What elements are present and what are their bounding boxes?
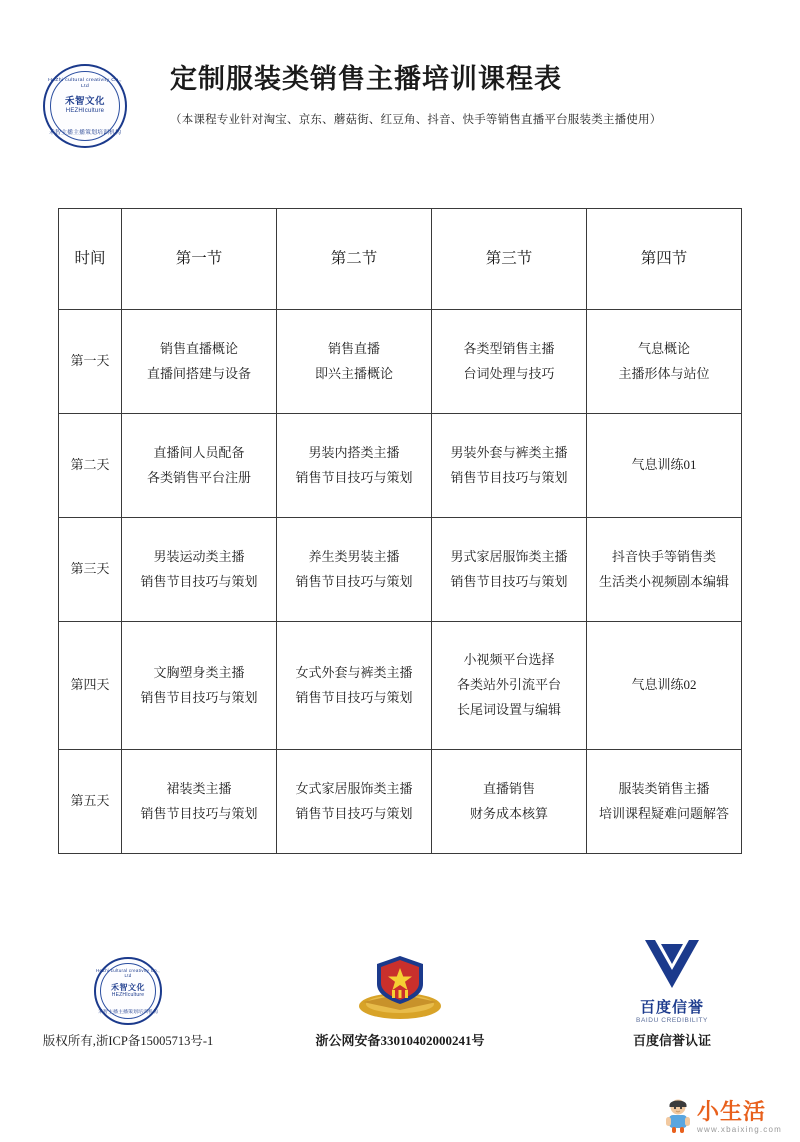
table-header-row: [59, 209, 742, 310]
cell-line: 财务成本核算: [469, 805, 548, 821]
baidu-credibility-icon: [617, 938, 727, 1024]
cell-line: 抖音快手等销售类: [611, 548, 716, 564]
cell-line: 女式家居服饰类主播: [295, 780, 413, 796]
police-emblem-icon: [357, 950, 443, 1024]
column-header-session-1: 第一节: [122, 209, 277, 310]
cell-line: 销售节目技巧与策划: [140, 573, 258, 589]
cell-line: 裙装类主播: [166, 780, 232, 796]
baidu-credibility-label: 百度信誉: [639, 999, 704, 1016]
table-row: [59, 518, 742, 622]
company-seal-icon: [43, 64, 127, 148]
table-row: [59, 414, 742, 518]
page-subtitle: （本课程专业针对淘宝、京东、蘑菇街、红豆角、抖音、快手等销售直播平台服装类主播使用）: [170, 114, 662, 127]
seal-arc-bottom-text: 禾智主播主播策划培训机构: [97, 1009, 158, 1015]
cell-line: 养生类男装主播: [308, 548, 400, 564]
table-cell: [587, 310, 742, 414]
cell-line: 销售节目技巧与策划: [450, 469, 568, 485]
table-cell: [432, 622, 587, 750]
watermark-text: [697, 1101, 782, 1134]
cell-line: 各类型销售主播: [463, 340, 555, 356]
page-title: 定制服装类销售主播培训课程表: [170, 64, 562, 94]
cell-line: 女式外套与裤类主播: [295, 664, 413, 680]
cell-line: 文胸塑身类主播: [153, 664, 245, 680]
schedule-table: [58, 208, 742, 854]
document-header: [0, 0, 800, 172]
table-cell: [587, 750, 742, 854]
table-cell: [277, 414, 432, 518]
table-cell: [587, 622, 742, 750]
table-cell: [432, 414, 587, 518]
seal-arc-top-text: HeZhi cultural creativity Co., Ltd: [96, 968, 160, 978]
table-cell: [122, 750, 277, 854]
column-header-session-4: 第四节: [587, 209, 742, 310]
table-cell: [122, 310, 277, 414]
copyright-row: [0, 1049, 800, 1069]
company-seal-icon: [94, 957, 162, 1025]
table-cell: [122, 622, 277, 750]
title-block: [170, 62, 800, 127]
row-label-day: 第五天: [59, 750, 122, 854]
cell-line: 主播形体与站位: [618, 365, 710, 381]
cell-line: 各类销售平台注册: [146, 469, 251, 485]
column-header-session-3: 第三节: [432, 209, 587, 310]
police-registration-text: 浙公网安备33010402000241号: [315, 1033, 485, 1048]
cell-line: 小视频平台选择: [463, 652, 555, 668]
cell-line: 气息概论: [637, 340, 690, 356]
seal-arc-top-text: HeZhi cultural creativity Co., Ltd: [48, 77, 122, 89]
table-cell: [277, 310, 432, 414]
seal-center: [96, 984, 160, 998]
row-label-day: 第四天: [59, 622, 122, 750]
table-cell: [587, 414, 742, 518]
cell-line: 男式家居服饰类主播: [450, 548, 568, 564]
cell-line: 即兴主播概论: [314, 365, 393, 381]
footer-badge-copyright: [38, 957, 218, 1049]
column-header-session-2: 第二节: [277, 209, 432, 310]
cell-line: 直播间人员配备: [153, 444, 245, 460]
table-cell: [432, 518, 587, 622]
document-footer: [0, 924, 800, 1142]
footer-badge-baidu-credibility[interactable]: [582, 938, 762, 1049]
baidu-credibility-text: 百度信誉认证: [632, 1033, 711, 1048]
cell-line: 服装类销售主播: [618, 780, 710, 796]
seal-company-name-cn: 禾智文化: [111, 982, 145, 992]
logo-container: [0, 62, 170, 148]
cell-line: 销售直播: [327, 340, 380, 356]
cell-line: 培训课程疑难问题解答: [598, 805, 729, 821]
site-watermark: [663, 1098, 782, 1134]
cell-line: 销售节目技巧与策划: [295, 573, 413, 589]
baidu-credibility-label-en: BAIDU CREDIBILITY: [636, 1017, 708, 1024]
table-row: [59, 310, 742, 414]
copyright-text: 版权所有,浙ICP备15005713号-1: [42, 1034, 214, 1048]
seal-company-name-en: HEZHIculture: [65, 108, 105, 115]
table-cell: [277, 622, 432, 750]
table-cell: [277, 518, 432, 622]
seal-center: [45, 97, 125, 115]
footer-badge-police-registration[interactable]: [310, 950, 490, 1049]
table-row: [59, 622, 742, 750]
seal-company-name-cn: 禾智文化: [64, 97, 105, 108]
table-cell: [122, 518, 277, 622]
table-row: [59, 750, 742, 854]
cell-line: 台词处理与技巧: [463, 365, 555, 381]
watermark-url: www.xbaixing.com: [696, 1125, 782, 1134]
cell-line: 销售直播概论: [159, 340, 238, 356]
row-label-day: 第二天: [59, 414, 122, 518]
column-header-time: 时间: [59, 209, 122, 310]
table-cell: [122, 414, 277, 518]
cell-line: 男装内搭类主播: [308, 444, 400, 460]
cell-line: 销售节目技巧与策划: [295, 689, 413, 705]
cell-line: 销售节目技巧与策划: [140, 689, 258, 705]
cell-line: 气息训练02: [631, 677, 697, 693]
cell-line: 长尾词设置与编辑: [456, 701, 561, 717]
cell-line: 各类站外引流平台: [456, 677, 561, 693]
cell-line: 男装运动类主播: [153, 548, 245, 564]
cell-line: 气息训练01: [631, 457, 697, 473]
cell-line: 男装外套与裤类主播: [450, 444, 568, 460]
row-label-day: 第三天: [59, 518, 122, 622]
cell-line: 直播间搭建与设备: [146, 365, 251, 381]
row-label-day: 第一天: [59, 310, 122, 414]
cell-line: 销售节目技巧与策划: [450, 573, 568, 589]
watermark-title: 小生活: [696, 1099, 766, 1124]
mascot-icon: [663, 1098, 693, 1134]
schedule-table-container: [0, 172, 800, 854]
table-cell: [277, 750, 432, 854]
cell-line: 销售节目技巧与策划: [295, 469, 413, 485]
table-cell: [432, 310, 587, 414]
cell-line: 销售节目技巧与策划: [295, 805, 413, 821]
footer-badges: [0, 924, 800, 1049]
seal-company-name-en: HEZHIculture: [111, 991, 145, 998]
cell-line: 生活类小视频剧本编辑: [598, 573, 729, 589]
table-cell: [432, 750, 587, 854]
table-cell: [587, 518, 742, 622]
cell-line: 直播销售: [482, 780, 535, 796]
seal-arc-bottom-text: 禾智主播主播策划培训机构: [48, 130, 121, 136]
cell-line: 销售节目技巧与策划: [140, 805, 258, 821]
